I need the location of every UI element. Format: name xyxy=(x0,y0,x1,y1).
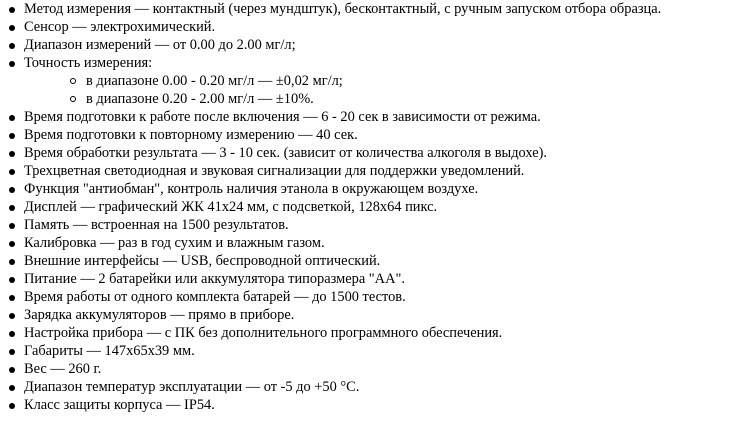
list-item xyxy=(0,378,735,396)
list-item xyxy=(0,126,735,144)
spec-text: Класс защиты корпуса — IP54. xyxy=(24,397,215,413)
list-item xyxy=(0,216,735,234)
spec-text: Время подготовки к работе после включения — 6 - 20 сек в зависимости от режима. xyxy=(24,109,541,125)
spec-text: Настройка прибора — с ПК без дополнительного программного обеспечения. xyxy=(24,325,503,341)
list-item xyxy=(0,108,735,126)
list-item xyxy=(0,234,735,252)
spec-text: Функция "антиобман", контроль наличия этанола в окружающем воздухе. xyxy=(24,181,479,197)
spec-text: Зарядка аккумуляторов — прямо в приборе. xyxy=(24,307,295,323)
spec-text: Габариты — 147х65х39 мм. xyxy=(24,343,195,359)
list-item xyxy=(0,342,735,360)
list-item xyxy=(0,18,735,36)
list-item xyxy=(0,162,735,180)
spec-text: Диапазон измерений — от 0.00 до 2.00 мг/л; xyxy=(24,37,296,53)
list-item xyxy=(0,252,735,270)
spec-text: Время работы от одного комплекта батарей — до 1500 тестов. xyxy=(24,289,406,305)
list-item xyxy=(0,36,735,54)
list-item xyxy=(0,270,735,288)
spec-text: Время подготовки к повторному измерению — 40 сек. xyxy=(24,127,358,143)
spec-text: Калибровка — раз в год сухим и влажным газом. xyxy=(24,235,325,251)
list-item xyxy=(0,396,735,414)
list-item xyxy=(0,360,735,378)
list-item xyxy=(0,144,735,162)
sub-list-item xyxy=(24,90,735,108)
list-item xyxy=(0,198,735,216)
spec-text: Диапазон температур эксплуатации — от -5 до +50 °С. xyxy=(24,379,360,395)
sub-spec-text: в диапазоне 0.00 - 0.20 мг/л — ±0,02 мг/л; xyxy=(86,73,343,89)
accuracy-sub-list xyxy=(24,72,735,108)
list-item xyxy=(0,324,735,342)
spec-text: Внешние интерфейсы — USB, беспроводной оптический. xyxy=(24,253,381,269)
spec-text: Метод измерения — контактный (через мундштук), бесконтактный, с ручным запуском отбора образца. xyxy=(24,1,662,17)
spec-text: Точность измерения: xyxy=(24,55,153,71)
spec-text: Вес — 260 г. xyxy=(24,361,102,377)
list-item xyxy=(0,288,735,306)
spec-text: Память — встроенная на 1500 результатов. xyxy=(24,217,289,233)
spec-text: Дисплей — графический ЖК 41х24 мм, с подсветкой, 128х64 пикс. xyxy=(24,199,438,215)
sub-list-item xyxy=(24,72,735,90)
list-item xyxy=(0,306,735,324)
list-item xyxy=(0,0,735,18)
list-item xyxy=(0,180,735,198)
spec-text: Время обработки результата — 3 - 10 сек. (зависит от количества алкоголя в выдохе). xyxy=(24,145,547,161)
spec-text: Питание — 2 батарейки или аккумулятора типоразмера "АА". xyxy=(24,271,405,287)
spec-text: Трехцветная светодиодная и звуковая сигнализации для поддержки уведомлений. xyxy=(24,163,525,179)
list-item xyxy=(0,54,735,108)
sub-spec-text: в диапазоне 0.20 - 2.00 мг/л — ±10%. xyxy=(86,91,314,107)
spec-text: Сенсор — электрохимический. xyxy=(24,19,216,35)
